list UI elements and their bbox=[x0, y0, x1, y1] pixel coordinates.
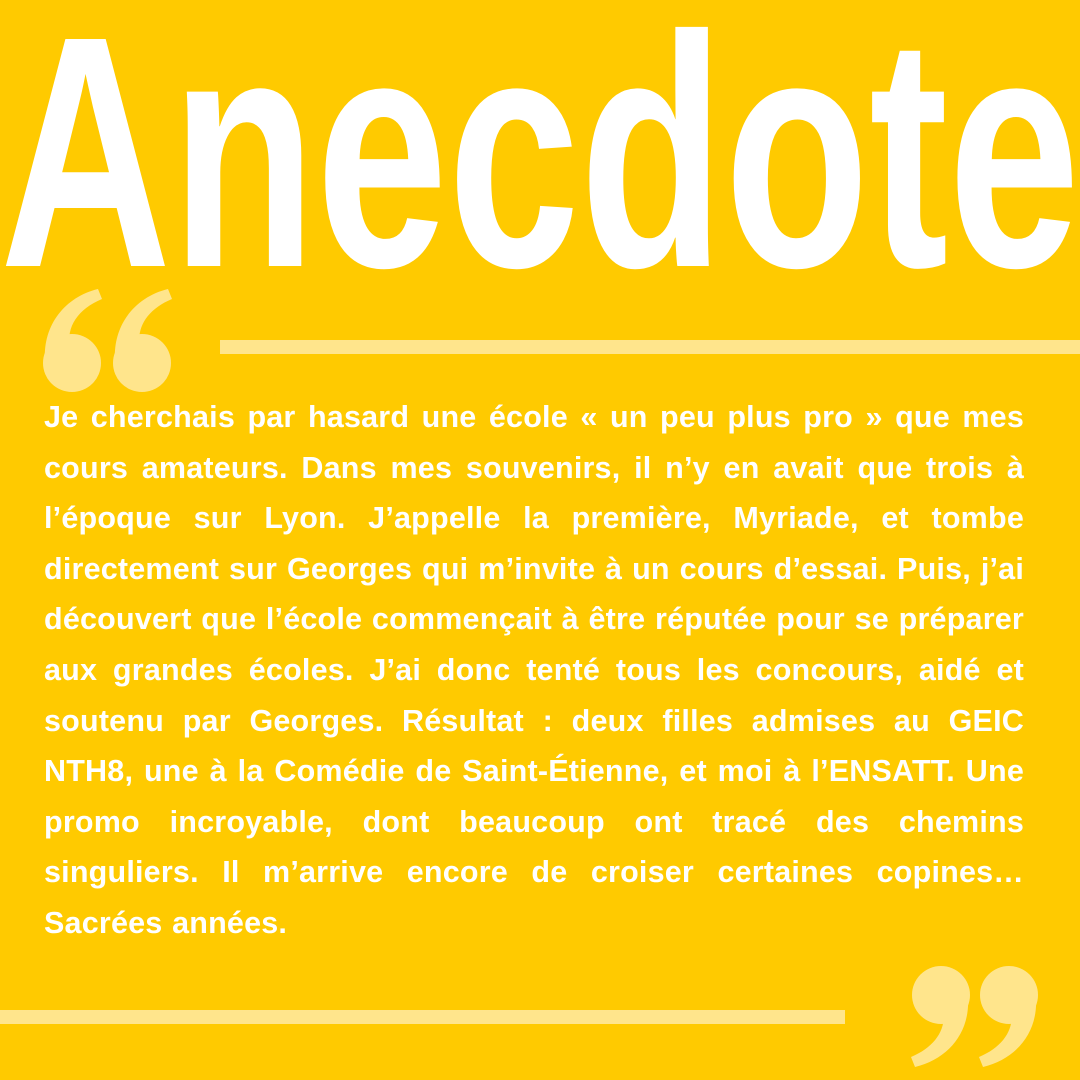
open-quote-icon bbox=[40, 285, 180, 395]
close-quote-icon bbox=[905, 965, 1045, 1070]
title-heading bbox=[0, 0, 1080, 294]
bottom-divider bbox=[0, 1010, 845, 1024]
title-svg bbox=[0, 0, 1080, 294]
title-text: Anecdote bbox=[0, 0, 1080, 294]
quote-text: Je cherchais par hasard une école « un peu plus pro » que mes cours amateurs. Dans mes souvenirs, il n’y en avait que trois à l’époque sur Lyon. J’appelle la première, Myriade, et tombe directement sur Georges qui m’invite à un cours d’essai. Puis, j’ai découvert que l’école commençait à être réputée pour se préparer aux grandes écoles. J’ai donc tenté tous les concours, aidé et soutenu par Georges. Résultat : deux filles admises au GEIC NTH8, une à la Comédie de Saint-Étienne, et moi à l’ENSATT. Une promo incroyable, dont beaucoup ont tracé des chemins singuliers. Il m’arrive encore de croiser certaines copines… Sacrées années. bbox=[44, 400, 1024, 940]
top-divider bbox=[220, 340, 1080, 354]
